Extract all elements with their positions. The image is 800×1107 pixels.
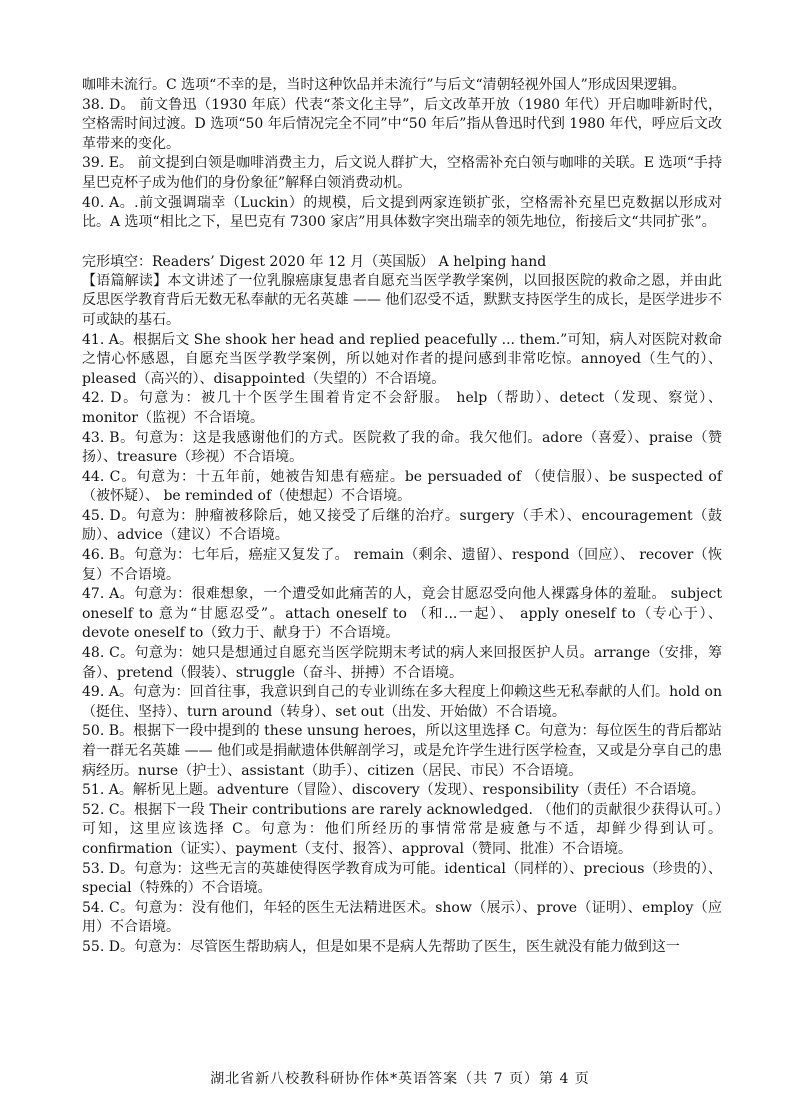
- cloze-answer-item: 53. D。句意为：这些无言的英雄使得医学教育成为可能。identical（同样的）、precious（珍贵的）、special（特殊的）不合语境。: [82, 860, 722, 897]
- cloze-answer-item: 51. A。解析见上题。adventure（冒险）、discovery（发现）、responsibility（责任）不合语境。: [82, 782, 705, 799]
- part1-answers: [82, 76, 722, 233]
- cloze-answer-item: 47. A。句意为：很难想象，一个遭受如此痛苦的人，竟会甘愿忍受向他人裸露身体的羞耻。 subject oneself to 意为“甘愿忍受”。attach oneself to （和...一起）、 apply oneself to（专心于）、 devote oneself to（致力于、献身于）不合语境。: [82, 586, 722, 642]
- cloze-answer-item: 43. B。句意为：这是我感谢他们的方式。医院救了我的命。我欠他们。adore（喜爱）、praise（赞扬）、treasure（珍视）不合语境。: [82, 429, 722, 466]
- cloze-answer-item: 41. A。根据后文 She shook her head and replied peacefully ... them.”可知，病人对医院对救命之情心怀感恩，自愿充当医学教学案例，所以她对作者的提问感到非常吃惊。annoyed（生气的）、 pleased（高兴的）、disappointed（失望的）不合语境。: [82, 331, 722, 387]
- cloze-answer-item: 52. C。根据下一段 Their contributions are rarely acknowledged. （他们的贡献很少获得认可。）可知，这里应该选择 C。句意为：他们所经历的事情常常是疲惫与不适，却鲜少得到认可。confirmation（证实）、payment（支付、报答）、approval（赞同、批准）不合语境。: [82, 801, 722, 857]
- part1-answer-item: 40. A。.前文强调瑞幸（Luckin）的规模，后文提到两家连锁扩张，空格需补充星巴克数据以形成对比。A 选项“相比之下，星巴克有 7300 家店”用具体数字突出瑞幸的领先地位，衔接后文“共同扩张”。: [82, 194, 722, 231]
- cloze-answer-item: 55. D。句意为：尽管医生帮助病人，但是如果不是病人先帮助了医生，医生就没有能力做到这一: [82, 938, 680, 955]
- cloze-answer-item: 46. B。句意为：七年后，癌症又复发了。 remain（剩余、遗留）、respond（回应）、 recover（恢复）不合语境。: [82, 547, 722, 583]
- cloze-answer-item: 50. B。根据下一段中提到的 these unsung heroes，所以这里选择 C。句意为：每位医生的背后都站着一群无名英雄 —— 他们或是捐献遗体供解剖学习，或是允许学生进行医学检查，又或是分享自己的患病经历。nurse（护士）、assistant（助手）、citizen（居民、市民）不合语境。: [82, 723, 722, 779]
- cloze-answers: [82, 331, 722, 958]
- part1-answer-item: 咖啡未流行。C 选项“不幸的是，当时这种饮品并未流行”与后文“清朝轻视外国人”形成因果逻辑。: [82, 77, 686, 93]
- cloze-answer-item: 49. A。句意为：回首往事，我意识到自己的专业训练在多大程度上仰赖这些无私奉献的人们。hold on（挺住、坚持）、turn around（转身）、set out（出发、开始做）不合语境。: [82, 684, 722, 720]
- answer-page: [82, 76, 722, 958]
- cloze-answer-item: 44. C。句意为：十五年前，她被告知患有癌症。be persuaded of （使信服）、be suspected of （被怀疑）、 be reminded of（使想起）不合语境。: [82, 468, 722, 505]
- passage-intro: 【语篇解读】本文讲述了一位乳腺癌康复患者自愿充当医学教学案例，以回报医院的救命之恩，并由此反思医学教育背后无数无私奉献的无名英雄 —— 他们忍受不适，默默支持医学生的成长，是医学进步不可或缺的基石。: [82, 272, 722, 328]
- cloze-answer-item: 45. D。句意为：肿瘤被移除后，她又接受了后继的治疗。surgery（手术）、encouragement（鼓励）、advice（建议）不合语境。: [82, 507, 722, 544]
- page-footer: 湖北省新八校教科研协作体*英语答案（共 7 页）第 4 页: [210, 1071, 590, 1087]
- cloze-answer-item: 42. D。句意为：被几十个医学生围着肯定不会舒服。 help（帮助）、detect（发现、察觉）、 monitor（监视）不合语境。: [82, 390, 722, 426]
- part1-answer-item: 38. D。 前文鲁迅（1930 年底）代表“茶文化主导”，后文改革开放（1980 年代）开启咖啡新时代，空格需时间过渡。D 选项“50 年后情况完全不同”中“50 年后”指从鲁迅时代到 1980 年代，呼应后文改革带来的变化。: [82, 96, 722, 152]
- cloze-answer-item: 54. C。句意为：没有他们，年轻的医生无法精进医术。show（展示）、prove（证明）、employ（应用）不合语境。: [82, 899, 722, 936]
- cloze-answer-item: 48. C。句意为：她只是想通过自愿充当医学院期末考试的病人来回报医护人员。arrange（安排，筹备）、pretend（假装）、struggle（奋斗、拼搏）不合语境。: [82, 645, 722, 681]
- part1-answer-item: 39. E。 前文提到白领是咖啡消费主力，后文说人群扩大，空格需补充白领与咖啡的关联。E 选项“手持星巴克杯子成为他们的身份象征”解释白领消费动机。: [82, 155, 722, 191]
- cloze-section-title: 完形填空：Readers’ Digest 2020 年 12 月（英国版） A helping hand: [82, 253, 547, 270]
